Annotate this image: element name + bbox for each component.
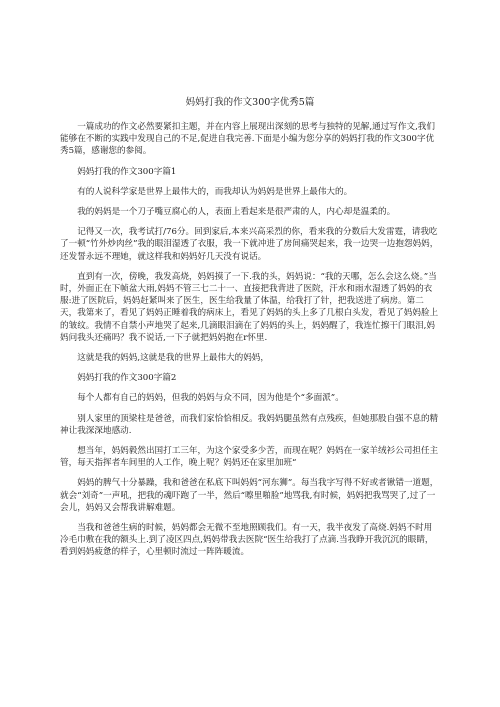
body-paragraph: 这就是我的妈妈,这就是我的世界上最伟大的妈妈，	[77, 353, 269, 364]
body-paragraph: 想当年，妈妈毅然出国打工三年，为这个家受多少苦，而现在呢？妈妈在一家羊绒衫公司担任主管，每天指挥者车间里的人工作，晚上呢？妈妈还在家里加班“	[60, 446, 439, 469]
body-paragraph: 妈妈的脾气十分暴躁，我和爸爸在私底下叫妈妈“河东狮”。每当我字写得不好或者锹错一道题，就会“刘奇”一声吼，把我的魂吓跑了一半，然后“嚓里啪脸”地骂我,有时候，妈妈把我骂哭了,过了一会儿，妈妈又会帮我讲解难题。	[60, 478, 439, 513]
body-paragraph: 别人家里的顶梁柱是爸爸，而我们家恰恰相反。我妈妈腿虽然有点残疾，但她那股自强不息的精神让我深深地感动.	[60, 413, 439, 436]
section-heading: 妈妈打我的作文300字篇1	[77, 166, 177, 177]
document-title: 妈妈打我的作文300字优秀5篇	[185, 97, 315, 108]
document-body	[60, 121, 440, 559]
body-paragraph: 当我和爸爸生病的时候，妈妈都会无微不至地照顾我们。有一天，我半夜发了高烧.妈妈不时用冷毛巾敷在我的额头上.到了凌区四点,妈妈带我去医院“医生给我打了点滴.当我睁开我沉沉的眼睛，看到妈妈疲惫的样子，心里顿时流过一阵阵暖流。	[60, 523, 434, 558]
body-paragraph: 有的人说科学家是世界上最伟大的，而我却认为妈妈是世界上最伟大的。	[77, 186, 353, 197]
body-paragraph: 记得又一次，我考试打/76分。回到家后,本来兴高采烈的你，看来我的分数后大发雷霆，请我吃了一顿“竹外炒肉丝”我的眼泪湿透了衣服，我一下就冲进了房间痛哭起来，我一边哭一边抱怨妈妈，还发誓永远不理她，就这样我和妈妈好几天没有说话。	[60, 227, 439, 262]
body-paragraph: 每个人都有自己的妈妈，但我的妈妈与众不同，因为他是个“多面派”。	[77, 393, 344, 404]
body-paragraph: 我的妈妈是一个刀子嘴豆腐心的人，表面上看起来是很严肃的人，内心却是温柔的。	[77, 207, 396, 218]
body-paragraph: 一篇成功的作文必然要紧扣主题，并在内容上展现出深刻的思考与独特的见解,通过写作文,我们能够在不断的实践中发现自己的不足,促进自我完善.下面是小编为您分享的妈妈打我的作文300字优秀5篇，感谢您的参阅。	[60, 122, 435, 157]
body-paragraph: 直到有一次，傍晚，我发高烧，妈妈摸了一下.我的头，妈妈说：“我的天哪，怎么会这么烧。”当时，外面正在下帧盆大雨,妈妈不管三七二十一、直接把我背进了医院，汗水和雨水湿透了妈妈的衣服:进了医院后，妈妈赶紧叫来了医生，医生给我量了体温，给我打了针，把我送进了病房。第二天，我第来了，看见了妈妈正睡着我的病床上，看见了妈妈的头上多了几根白头发，看见了妈妈脸上的皱纹。我情不自禁小声地哭了起来,几滴眼泪滴在了妈妈的头上，妈妈醒了，我连忙擦干门眼泪,妈妈问我头还痛吗？我不说话,一下子就把妈妈抱在r怀里.	[60, 271, 439, 343]
section-heading: 妈妈打我的作文300字篇2	[77, 373, 177, 384]
